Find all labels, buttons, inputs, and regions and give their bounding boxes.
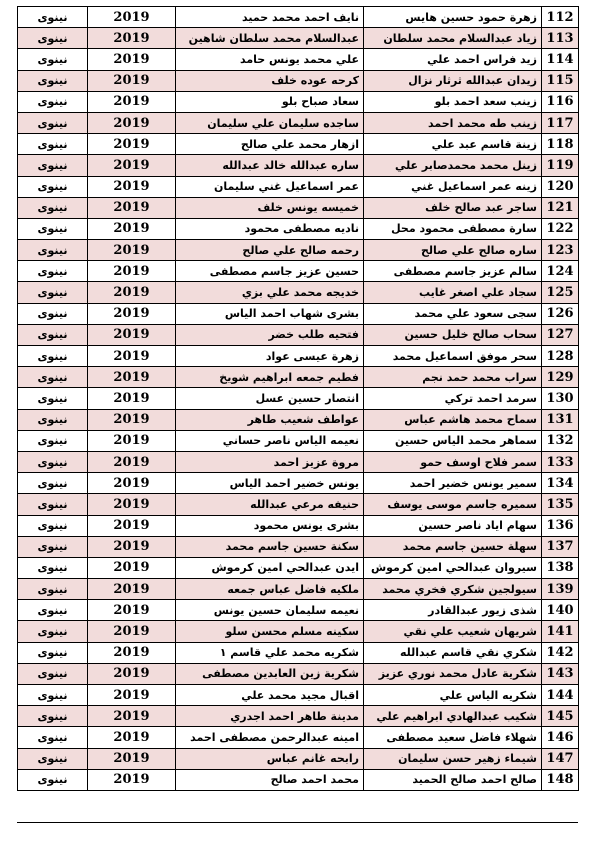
- table-row: [18, 112, 579, 133]
- year-cell: 2019: [88, 91, 176, 112]
- second-name-cell: نعيمه سليمان حسين يونس: [176, 600, 364, 621]
- row-number-cell: 123: [542, 240, 579, 261]
- year-cell: 2019: [88, 282, 176, 303]
- second-name-cell: سكنة حسين جاسم محمد: [176, 536, 364, 557]
- year-cell: 2019: [88, 536, 176, 557]
- table-row: [18, 303, 579, 324]
- student-name-cell: سحاب صالح خليل حسين: [364, 324, 542, 345]
- row-number-cell: 131: [542, 409, 579, 430]
- second-name-cell: اقبال مجيد محمد علي: [176, 685, 364, 706]
- bottom-rule: [17, 822, 578, 823]
- row-number-cell: 136: [542, 515, 579, 536]
- student-name-cell: زيد فراس احمد علي: [364, 49, 542, 70]
- table-row: [18, 218, 579, 239]
- table-row: [18, 621, 579, 642]
- table-row: [18, 28, 579, 49]
- table-row: [18, 430, 579, 451]
- second-name-cell: خميسه يونس خلف: [176, 197, 364, 218]
- row-number-cell: 141: [542, 621, 579, 642]
- student-name-cell: سميره جاسم موسى يوسف: [364, 494, 542, 515]
- row-number-cell: 125: [542, 282, 579, 303]
- year-cell: 2019: [88, 176, 176, 197]
- year-cell: 2019: [88, 197, 176, 218]
- governorate-cell: نينوى: [18, 240, 88, 261]
- table-row: [18, 70, 579, 91]
- row-number-cell: 113: [542, 28, 579, 49]
- student-name-cell: شيماء زهير حسن سليمان: [364, 748, 542, 769]
- row-number-cell: 139: [542, 579, 579, 600]
- student-name-cell: زهرة حمود حسين هايس: [364, 7, 542, 28]
- student-name-cell: سالم عزيز جاسم مصطفى: [364, 261, 542, 282]
- row-number-cell: 120: [542, 176, 579, 197]
- table-row: [18, 197, 579, 218]
- governorate-cell: نينوى: [18, 49, 88, 70]
- table-row: [18, 663, 579, 684]
- year-cell: 2019: [88, 367, 176, 388]
- year-cell: 2019: [88, 727, 176, 748]
- row-number-cell: 138: [542, 557, 579, 578]
- governorate-cell: نينوى: [18, 430, 88, 451]
- row-number-cell: 135: [542, 494, 579, 515]
- student-name-cell: سمير يونس خضير احمد: [364, 473, 542, 494]
- student-name-cell: شذى زيور عبدالقادر: [364, 600, 542, 621]
- governorate-cell: نينوى: [18, 324, 88, 345]
- second-name-cell: حسين عزيز جاسم مصطفى: [176, 261, 364, 282]
- table-row: [18, 727, 579, 748]
- governorate-cell: نينوى: [18, 600, 88, 621]
- year-cell: 2019: [88, 706, 176, 727]
- governorate-cell: نينوى: [18, 473, 88, 494]
- row-number-cell: 126: [542, 303, 579, 324]
- second-name-cell: كرحه عوده خلف: [176, 70, 364, 91]
- table-row: [18, 367, 579, 388]
- table-row: [18, 515, 579, 536]
- second-name-cell: رابحه غانم عباس: [176, 748, 364, 769]
- student-name-cell: سماهر محمد الياس حسين: [364, 430, 542, 451]
- table-row: [18, 557, 579, 578]
- table-row: [18, 282, 579, 303]
- student-name-cell: شكريه الياس علي: [364, 685, 542, 706]
- second-name-cell: سكينه مسلم محسن سلو: [176, 621, 364, 642]
- student-name-cell: زينب طه محمد احمد: [364, 112, 542, 133]
- row-number-cell: 143: [542, 663, 579, 684]
- row-number-cell: 134: [542, 473, 579, 494]
- student-name-cell: زياد عبدالسلام محمد سلطان: [364, 28, 542, 49]
- year-cell: 2019: [88, 579, 176, 600]
- year-cell: 2019: [88, 494, 176, 515]
- governorate-cell: نينوى: [18, 494, 88, 515]
- second-name-cell: شكرية زين العابدين مصطفى: [176, 663, 364, 684]
- row-number-cell: 121: [542, 197, 579, 218]
- student-name-cell: شكيب عبدالهادي ابراهيم علي: [364, 706, 542, 727]
- table-row: [18, 240, 579, 261]
- row-number-cell: 133: [542, 451, 579, 472]
- year-cell: 2019: [88, 515, 176, 536]
- year-cell: 2019: [88, 112, 176, 133]
- year-cell: 2019: [88, 642, 176, 663]
- second-name-cell: مدينة طاهر احمد اجدري: [176, 706, 364, 727]
- year-cell: 2019: [88, 240, 176, 261]
- year-cell: 2019: [88, 769, 176, 790]
- year-cell: 2019: [88, 261, 176, 282]
- year-cell: 2019: [88, 663, 176, 684]
- governorate-cell: نينوى: [18, 346, 88, 367]
- second-name-cell: ازهار محمد علي صالح: [176, 134, 364, 155]
- governorate-cell: نينوى: [18, 388, 88, 409]
- student-name-cell: سهام اياد ناصر حسين: [364, 515, 542, 536]
- table-row: [18, 579, 579, 600]
- second-name-cell: رحمه صالح علي صالح: [176, 240, 364, 261]
- table-row: [18, 600, 579, 621]
- governorate-cell: نينوى: [18, 685, 88, 706]
- row-number-cell: 117: [542, 112, 579, 133]
- student-name-cell: شكرية عادل محمد نوري عزيز: [364, 663, 542, 684]
- second-name-cell: حنيفه مرعي عبدالله: [176, 494, 364, 515]
- table-row: [18, 176, 579, 197]
- year-cell: 2019: [88, 49, 176, 70]
- second-name-cell: علي محمد يونس حامد: [176, 49, 364, 70]
- table-row: [18, 706, 579, 727]
- second-name-cell: نعيمه الياس ناصر حساني: [176, 430, 364, 451]
- student-name-cell: ساجر عبد صالح خلف: [364, 197, 542, 218]
- row-number-cell: 114: [542, 49, 579, 70]
- table-row: [18, 346, 579, 367]
- row-number-cell: 145: [542, 706, 579, 727]
- student-name-cell: زينة قاسم عبد علي: [364, 134, 542, 155]
- governorate-cell: نينوى: [18, 515, 88, 536]
- student-name-cell: سجاد علي اصغر غايب: [364, 282, 542, 303]
- row-number-cell: 140: [542, 600, 579, 621]
- table-row: [18, 409, 579, 430]
- governorate-cell: نينوى: [18, 769, 88, 790]
- row-number-cell: 144: [542, 685, 579, 706]
- row-number-cell: 124: [542, 261, 579, 282]
- governorate-cell: نينوى: [18, 727, 88, 748]
- student-name-cell: سارة مصطفى محمود محل: [364, 218, 542, 239]
- row-number-cell: 148: [542, 769, 579, 790]
- student-name-cell: سماح محمد هاشم عباس: [364, 409, 542, 430]
- table-row: [18, 388, 579, 409]
- governorate-cell: نينوى: [18, 409, 88, 430]
- student-name-cell: سجى سعود علي محمد: [364, 303, 542, 324]
- governorate-cell: نينوى: [18, 28, 88, 49]
- second-name-cell: بشرى شهاب احمد الياس: [176, 303, 364, 324]
- row-number-cell: 112: [542, 7, 579, 28]
- student-name-cell: سرمد احمد تركي: [364, 388, 542, 409]
- student-name-cell: سيروان عبدالحي امين كرموش: [364, 557, 542, 578]
- second-name-cell: انتصار حسين عسل: [176, 388, 364, 409]
- year-cell: 2019: [88, 346, 176, 367]
- second-name-cell: يونس خضير احمد الياس: [176, 473, 364, 494]
- student-name-cell: ساره صالح علي صالح: [364, 240, 542, 261]
- second-name-cell: فطيم جمعه ابراهيم شويخ: [176, 367, 364, 388]
- governorate-cell: نينوى: [18, 621, 88, 642]
- row-number-cell: 116: [542, 91, 579, 112]
- table-row: [18, 49, 579, 70]
- year-cell: 2019: [88, 70, 176, 91]
- row-number-cell: 137: [542, 536, 579, 557]
- row-number-cell: 118: [542, 134, 579, 155]
- second-name-cell: عواطف شعيب طاهر: [176, 409, 364, 430]
- year-cell: 2019: [88, 409, 176, 430]
- second-name-cell: ساجده سليمان علي سليمان: [176, 112, 364, 133]
- governorate-cell: نينوى: [18, 261, 88, 282]
- names-table-body: [18, 7, 579, 791]
- second-name-cell: خديجه محمد علي بزي: [176, 282, 364, 303]
- second-name-cell: ايدن عبدالحي امين كرموش: [176, 557, 364, 578]
- year-cell: 2019: [88, 430, 176, 451]
- second-name-cell: زهرة عيسى عواد: [176, 346, 364, 367]
- year-cell: 2019: [88, 451, 176, 472]
- table-row: [18, 324, 579, 345]
- governorate-cell: نينوى: [18, 536, 88, 557]
- second-name-cell: عبدالسلام محمد سلطان شاهين: [176, 28, 364, 49]
- year-cell: 2019: [88, 303, 176, 324]
- student-name-cell: زينب سعد احمد بلو: [364, 91, 542, 112]
- student-name-cell: شكري نقي قاسم عبدالله: [364, 642, 542, 663]
- table-row: [18, 134, 579, 155]
- year-cell: 2019: [88, 134, 176, 155]
- student-name-cell: شهلاء فاضل سعيد مصطفى: [364, 727, 542, 748]
- second-name-cell: ناديه مصطفى محمود: [176, 218, 364, 239]
- governorate-cell: نينوى: [18, 748, 88, 769]
- table-row: [18, 536, 579, 557]
- table-row: [18, 451, 579, 472]
- governorate-cell: نينوى: [18, 642, 88, 663]
- governorate-cell: نينوى: [18, 303, 88, 324]
- second-name-cell: مروة عزيز احمد: [176, 451, 364, 472]
- student-name-cell: سراب محمد حمد نجم: [364, 367, 542, 388]
- governorate-cell: نينوى: [18, 218, 88, 239]
- year-cell: 2019: [88, 557, 176, 578]
- table-row: [18, 642, 579, 663]
- row-number-cell: 127: [542, 324, 579, 345]
- governorate-cell: نينوى: [18, 706, 88, 727]
- second-name-cell: ملكيه فاضل عباس جمعه: [176, 579, 364, 600]
- governorate-cell: نينوى: [18, 282, 88, 303]
- governorate-cell: نينوى: [18, 112, 88, 133]
- year-cell: 2019: [88, 218, 176, 239]
- governorate-cell: نينوى: [18, 557, 88, 578]
- row-number-cell: 128: [542, 346, 579, 367]
- student-name-cell: سهلة حسين جاسم محمد: [364, 536, 542, 557]
- governorate-cell: نينوى: [18, 176, 88, 197]
- second-name-cell: عمر اسماعيل غني سليمان: [176, 176, 364, 197]
- table-row: [18, 748, 579, 769]
- student-name-cell: سمر فلاح اوسف حمو: [364, 451, 542, 472]
- student-name-cell: زينه عمر اسماعيل غني: [364, 176, 542, 197]
- year-cell: 2019: [88, 600, 176, 621]
- second-name-cell: امينه عبدالرحمن مصطفى احمد: [176, 727, 364, 748]
- table-row: [18, 261, 579, 282]
- second-name-cell: بشرى يونس محمود: [176, 515, 364, 536]
- student-name-cell: زينل محمد محمدصابر علي: [364, 155, 542, 176]
- table-row: [18, 494, 579, 515]
- row-number-cell: 147: [542, 748, 579, 769]
- second-name-cell: شكريه محمد علي قاسم ١: [176, 642, 364, 663]
- year-cell: 2019: [88, 324, 176, 345]
- year-cell: 2019: [88, 388, 176, 409]
- governorate-cell: نينوى: [18, 91, 88, 112]
- row-number-cell: 119: [542, 155, 579, 176]
- governorate-cell: نينوى: [18, 155, 88, 176]
- table-row: [18, 769, 579, 790]
- table-row: [18, 155, 579, 176]
- second-name-cell: نايف احمد محمد حميد: [176, 7, 364, 28]
- second-name-cell: سعاد صباح بلو: [176, 91, 364, 112]
- year-cell: 2019: [88, 155, 176, 176]
- governorate-cell: نينوى: [18, 7, 88, 28]
- student-name-cell: سحر موفق اسماعيل محمد: [364, 346, 542, 367]
- row-number-cell: 129: [542, 367, 579, 388]
- table-row: [18, 473, 579, 494]
- table-row: [18, 685, 579, 706]
- student-name-cell: زيدان عبدالله ثرثار نزال: [364, 70, 542, 91]
- year-cell: 2019: [88, 748, 176, 769]
- row-number-cell: 132: [542, 430, 579, 451]
- table-row: [18, 91, 579, 112]
- table-row: [18, 7, 579, 28]
- governorate-cell: نينوى: [18, 451, 88, 472]
- governorate-cell: نينوى: [18, 663, 88, 684]
- year-cell: 2019: [88, 685, 176, 706]
- row-number-cell: 142: [542, 642, 579, 663]
- second-name-cell: محمد احمد صالح: [176, 769, 364, 790]
- year-cell: 2019: [88, 621, 176, 642]
- governorate-cell: نينوى: [18, 197, 88, 218]
- governorate-cell: نينوى: [18, 367, 88, 388]
- year-cell: 2019: [88, 28, 176, 49]
- student-name-cell: شريهان شعيب علي نقي: [364, 621, 542, 642]
- row-number-cell: 130: [542, 388, 579, 409]
- row-number-cell: 146: [542, 727, 579, 748]
- second-name-cell: ساره عبدالله خالد عبدالله: [176, 155, 364, 176]
- row-number-cell: 115: [542, 70, 579, 91]
- names-table: [17, 6, 579, 791]
- second-name-cell: فتحيه طلب خضر: [176, 324, 364, 345]
- governorate-cell: نينوى: [18, 579, 88, 600]
- governorate-cell: نينوى: [18, 70, 88, 91]
- row-number-cell: 122: [542, 218, 579, 239]
- names-table-container: [17, 6, 578, 791]
- year-cell: 2019: [88, 473, 176, 494]
- governorate-cell: نينوى: [18, 134, 88, 155]
- year-cell: 2019: [88, 7, 176, 28]
- student-name-cell: سيولجين شكري فخري محمد: [364, 579, 542, 600]
- student-name-cell: صالح احمد صالح الحميد: [364, 769, 542, 790]
